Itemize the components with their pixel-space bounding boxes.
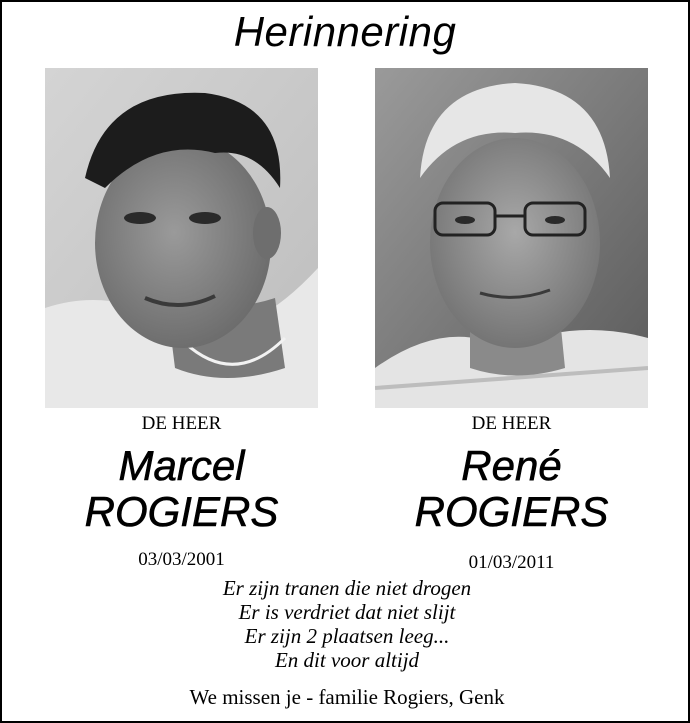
poem-line: En dit voor altijd [274,648,420,672]
memorial-poem [2,576,690,672]
family-signoff: We missen je - familie Rogiers, Genk [189,685,505,709]
person-first-name-right: René [461,442,562,489]
card-title: Herinnering [233,8,457,55]
person-date-right: 01/03/2011 [468,552,555,573]
person-first-name-left: Marcel [118,442,245,489]
poem-line: Er zijn 2 plaatsen leeg... [244,624,450,648]
person-label-right: DE HEER [471,413,552,434]
portrait-photo-rene [375,68,648,408]
poem-line: Er is verdriet dat niet slijt [238,600,456,624]
person-label-left: DE HEER [141,413,222,434]
portrait-photo-marcel [45,68,318,408]
person-last-name-left: ROGIERS [84,488,279,535]
poem-line: Er zijn tranen die niet drogen [222,576,472,600]
person-last-name-right: ROGIERS [414,488,609,535]
person-date-left: 03/03/2001 [138,549,225,570]
